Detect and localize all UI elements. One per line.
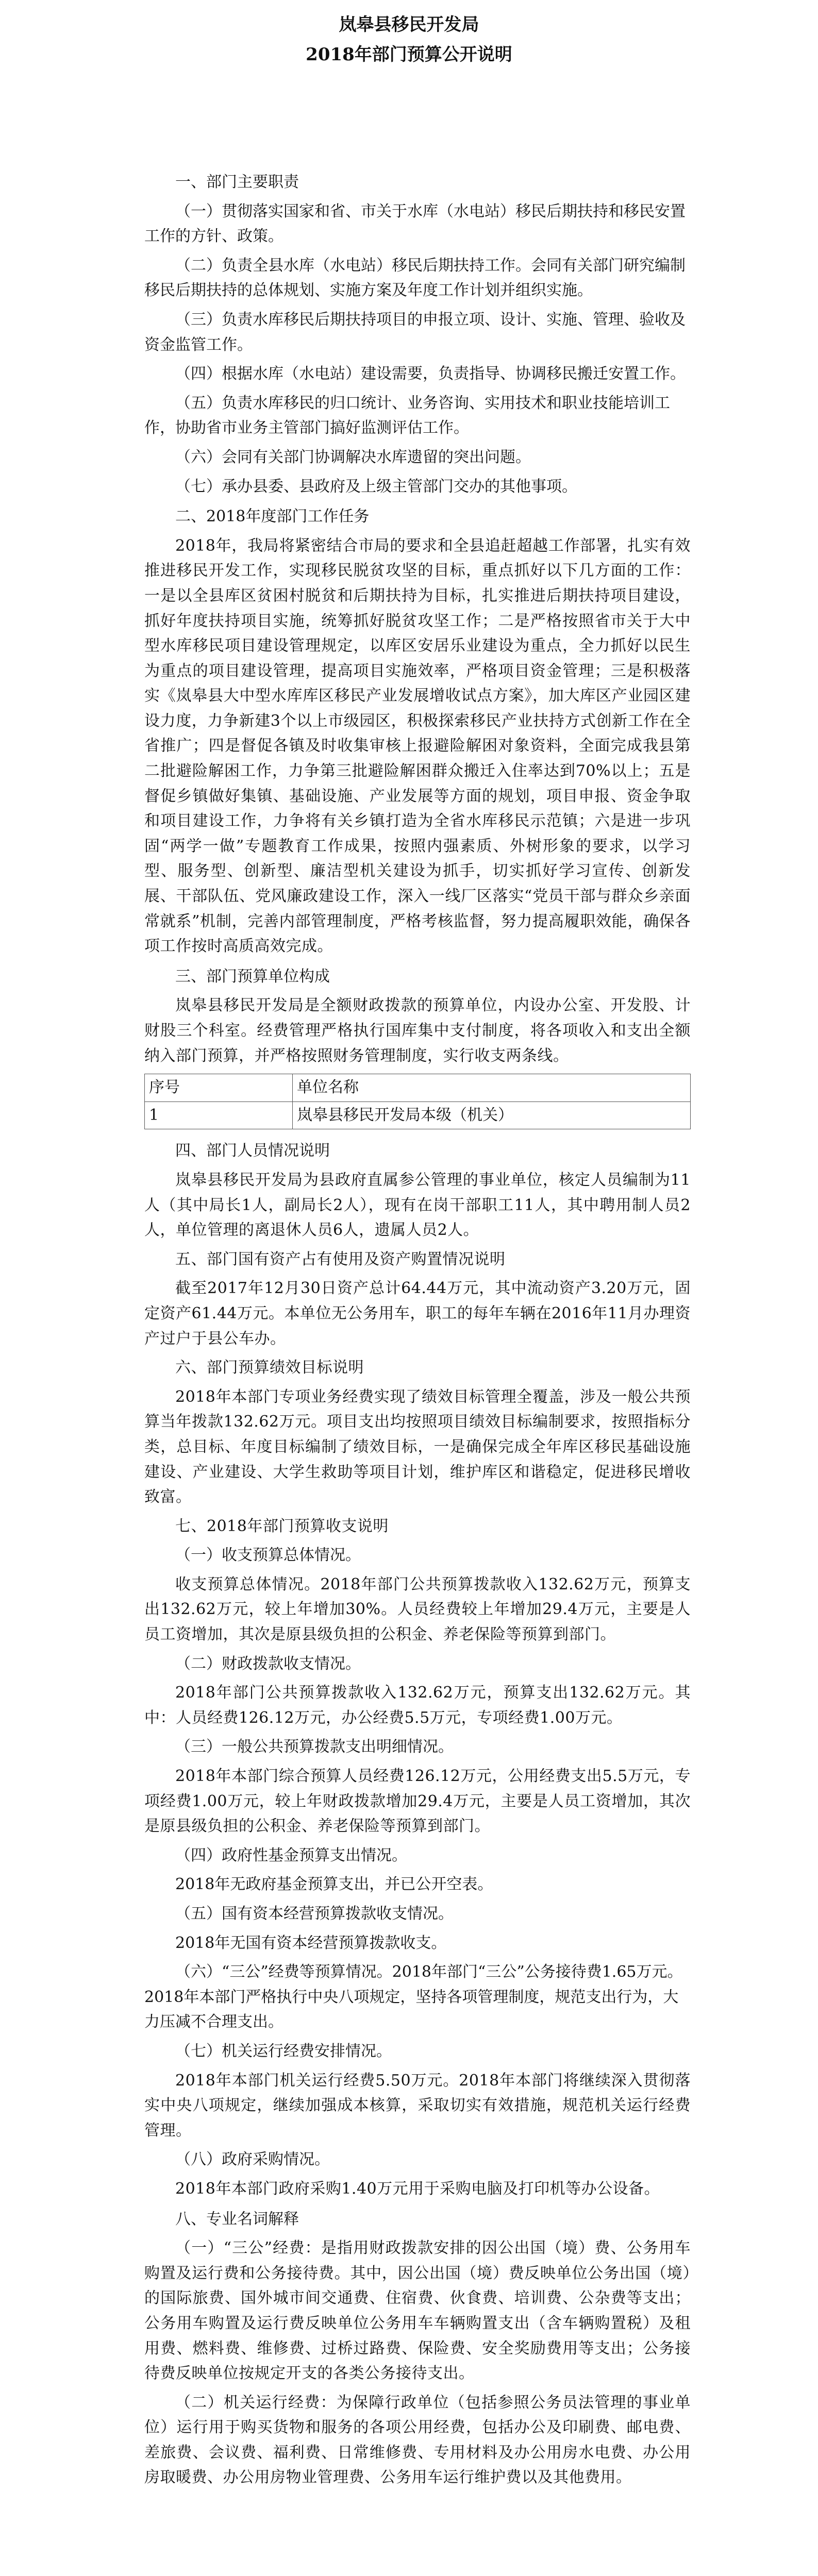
paragraph: 2018年无政府基金预算支出，并已公开空表。 [175,1875,493,1894]
paragraph: 五、部门国有资产占有使用及资产购置情况说明 [175,1250,506,1268]
paragraph: 2018年本部门专项业务经费实现了绩效目标管理全覆盖，涉及一般公共预算当年拨款132.62万元。项目支出均按照项目绩效目标编制要求，按照指标分类，总目标、年度目标编制了绩效目标，一是确保完成全年库区移民基础设施建设、产业建设、大学生救助等项目计划，维护库区和谐稳定，促进移民增收致富。 [144,1387,691,1506]
paragraph: 截至2017年12月30日资产总计64.44万元，其中流动资产3.20万元，固定资产61.44万元。本单位无公务用车，职工的每年车辆在2016年11月办理资产过户于县公车办。 [144,1279,691,1348]
paragraph: （六）“三公”经费等预算情况。2018年部门“三公”公务接待费1.65万元。2018年本部门严格执行中央八项规定，坚持各项管理制度，规范支出行为，大力压减不合理支出。 [144,1963,683,2031]
paragraph: 岚皋县移民开发局为县政府直属参公管理的事业单位，核定人员编制为11人（其中局长1人，副局长2人），现有在岗干部职工11人，其中聘用制人员2人，单位管理的离退休人员6人，遗属人员2人。 [144,1171,691,1240]
paragraph: （四）政府性基金预算支出情况。 [175,1846,407,1865]
paragraph: （四）根据水库（水电站）建设需要，负责指导、协调移民搬迁安置工作。 [175,365,686,383]
paragraph: （一）“三公”经费：是指用财政拨款安排的因公出国（境）费、公务用车购置及运行费和公务接待费。其中，因公出国（境）费反映单位公务出国（境）的国际旅费、国外城市间交通费、住宿费、伙食费、培训费、公杂费等支出；公务用车购置及运行费反映单位公务用车车辆购置支出（含车辆购置税）及租用费、燃料费、维修费、过桥过路费、保险费、安全奖励费用等支出；公务接待费反映单位按规定开支的各类公务接待支出。 [144,2239,691,2383]
section-heading: 四、部门人员情况说明 [175,1142,330,1160]
table-header-cell: 单位名称 [293,1074,691,1102]
paragraph: 2018年本部门综合预算人员经费126.12万元，公用经费支出5.5万元，专项经费1.00万元，较上年财政拨款增加29.4万元，主要是人员工资增加，其次是原县级负担的公积金、养老保险等预算到部门。 [144,1767,691,1836]
paragraph: （一）收支预算总体情况。 [175,1546,361,1565]
table-cell: 1 [145,1101,293,1129]
table-header-row [145,1074,691,1102]
document-body [144,165,691,2495]
paragraph: （三）一般公共预算拨款支出明细情况。 [175,1738,454,1756]
section-heading: 一、部门主要职责 [175,173,299,191]
paragraph: （七）机关运行经费安排情况。 [175,2042,392,2060]
paragraph: 岚皋县移民开发局是全额财政拨款的预算单位，内设办公室、开发股、计财股三个科室。经费管理严格执行国库集中支付制度，将各项收入和支出全额纳入部门预算，并严格按照财务管理制度，实行收支两条线。 [144,996,691,1065]
document-subtitle: 2018年部门预算公开说明 [306,44,512,65]
paragraph: 2018年本部门政府采购1.40万元用于采购电脑及打印机等办公设备。 [175,2179,660,2198]
paragraph: 七、2018年部门预算收支说明 [175,1517,389,1535]
paragraph: （七）承办县委、县政府及上级主管部门交办的其他事项。 [175,477,577,496]
paragraph: （五）负责水库移民的归口统计、业务咨询、实用技术和职业技能培训工作，协助省市业务主管部门搞好监测评估工作。 [144,394,670,437]
section-heading: 八、专业名词解释 [175,2210,299,2228]
paragraph: （一）贯彻落实国家和省、市关于水库（水电站）移民后期扶持和移民安置工作的方针、政策。 [144,202,686,246]
paragraph: （三）负责水库移民后期扶持项目的申报立项、设计、实施、管理、验收及资金监管工作。 [144,310,686,354]
paragraph: （八）政府采购情况。 [175,2150,330,2169]
paragraph: （二）财政拨款收支情况。 [175,1654,361,1673]
section-heading: 三、部门预算单位构成 [175,967,330,986]
paragraph: 2018年无国有资本经营预算拨款收支。 [175,1934,447,1952]
paragraph: （六）会同有关部门协调解决水库遗留的突出问题。 [175,448,531,466]
table-header-cell: 序号 [145,1074,293,1102]
paragraph: 2018年部门公共预算拨款收入132.62万元，预算支出132.62万元。其中：人员经费126.12万元，办公经费5.5万元，专项经费1.00万元。 [144,1684,691,1727]
paragraph: （二）负责全县水库（水电站）移民后期扶持工作。会同有关部门研究编制移民后期扶持的总体规划、实施方案及年度工作计划并组织实施。 [144,256,686,300]
paragraph: 收支预算总体情况。2018年部门公共预算拨款收入132.62万元，预算支出132.62万元，较上年增加30%。人员经费较上年增加29.4万元，主要是人员工资增加，其次是原县级负担的公积金、养老保险等预算到部门。 [144,1575,691,1644]
paragraph: （二）机关运行经费：为保障行政单位（包括参照公务员法管理的事业单位）运行用于购买货物和服务的各项公用经费，包括办公及印刷费、邮电费、差旅费、会议费、福利费、日常维修费、专用材料及办公用房水电费、办公用房取暖费、办公用房物业管理费、公务用车运行维护费以及其他费用。 [144,2393,691,2487]
table-cell: 岚皋县移民开发局本级（机关） [293,1101,691,1129]
paragraph: （五）国有资本经营预算拨款收支情况。 [175,1905,454,1923]
section-heading: 二、2018年度部门工作任务 [175,507,370,526]
unit-table [144,1074,691,1129]
paragraph: 2018年，我局将紧密结合市局的要求和全县追赶超越工作部署，扎实有效推进移民开发工作，实现移民脱贫攻坚的目标，重点抓好以下几方面的工作：一是以全县库区贫困村脱贫和后期扶持为目标，扎实推进后期扶持项目建设，抓好年度扶持项目实施，统筹抓好脱贫攻坚工作；二是严格按照省市关于大中型水库移民项目建设管理规定，以库区安居乐业建设为重点，全力抓好以民生为重点的项目建设管理，提高项目实施效率，严格项目资金管理；三是积极落实《岚皋县大中型水库库区移民产业发展增收试点方案》，加大库区产业园区建设力度，力争新建3个以上市级园区，积极探索移民产业扶持方式创新工作在全省推广；四是督促各镇及时收集审核上报避险解困对象资料，全面完成我县第二批避险解困工作，力争第三批避险解困群众搬迁入住率达到70%以上；五是督促乡镇做好集镇、基础设施、产业发展等方面的规划，项目申报、资金争取和项目建设工作，力争将有关乡镇打造为全省水库移民示范镇；六是进一步巩固“两学一做”专题教育工作成果，按照内强素质、外树形象的要求，以学习型、服务型、创新型、廉洁型机关建设为抓手，切实抓好学习宣传、创新发展、干部队伍、党风廉政建设工作，深入一线厂区落实“党员干部与群众乡亲面常就系”机制，完善内部管理制度，严格考核监督，努力提高履职效能，确保各项工作按时高质高效完成。 [144,536,691,956]
document-title: 岚皋县移民开发局 [339,14,479,35]
paragraph: 六、部门预算绩效目标说明 [175,1359,364,1377]
paragraph: 2018年本部门机关运行经费5.50万元。2018年本部门将继续深入贯彻落实中央八项规定，继续加强成本核算，采取切实有效措施，规范机关运行经费管理。 [144,2071,691,2140]
table-row [145,1101,691,1129]
